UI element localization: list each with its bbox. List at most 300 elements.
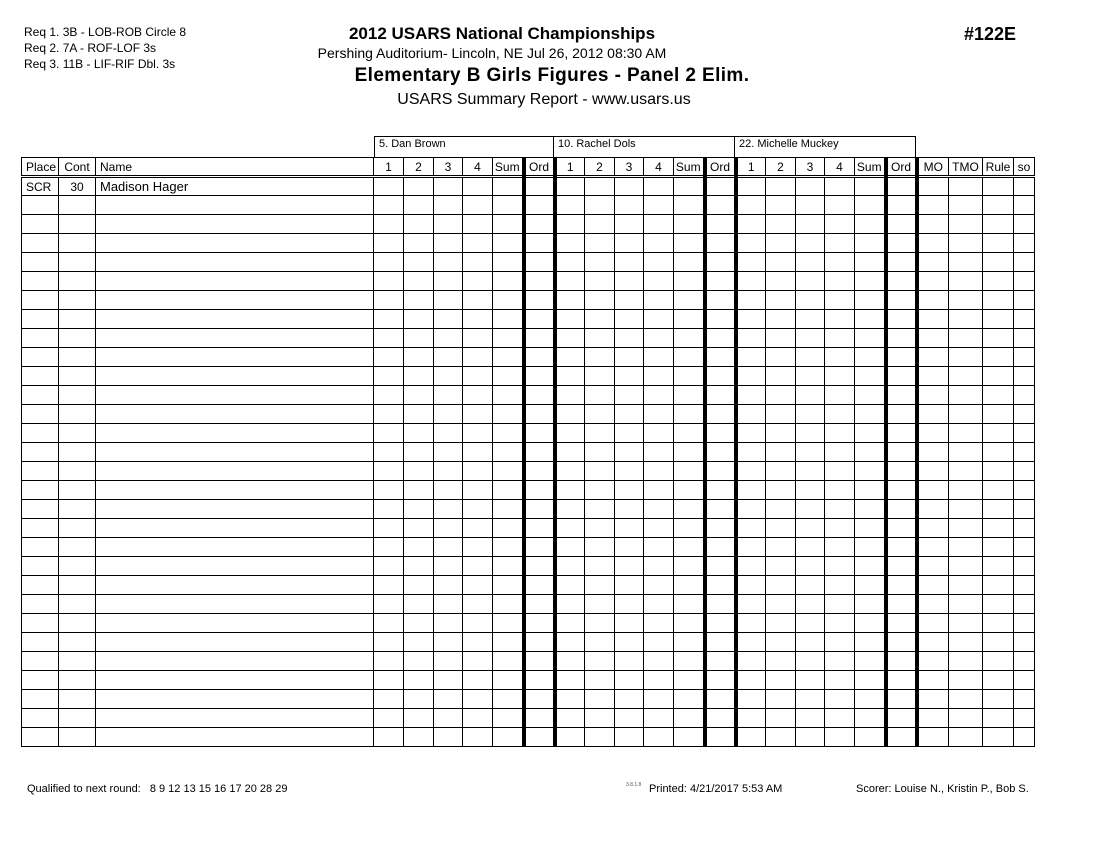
ord-cell [524,500,555,519]
sum-cell [674,386,705,405]
ord-cell [524,576,555,595]
score-cell [615,310,644,329]
score-cell [766,367,796,386]
so-cell [1014,348,1035,367]
score-cell [615,500,644,519]
sum-cell [674,291,705,310]
sum-cell [674,196,705,215]
ord-cell [886,196,917,215]
so-cell [1014,538,1035,557]
tmo-cell [949,500,983,519]
ord-cell [886,633,917,652]
score-cell [615,519,644,538]
score-cell [585,329,615,348]
ord-cell [524,291,555,310]
score-cell [796,652,825,671]
sum-cell [493,652,524,671]
sum-cell [493,272,524,291]
score-cell [766,177,796,196]
score-cell [585,614,615,633]
cont-cell [59,538,96,557]
score-cell [736,481,766,500]
mo-cell [917,690,949,709]
sum-cell [855,519,886,538]
score-cell [555,690,585,709]
sum-cell [493,196,524,215]
score-cell [644,196,674,215]
rule-cell [983,177,1014,196]
ord-cell [524,652,555,671]
score-cell [555,367,585,386]
place-cell [22,462,59,481]
score-cell [463,367,493,386]
place-cell [22,272,59,291]
score-cell [585,291,615,310]
cont-cell [59,348,96,367]
name-cell [96,614,374,633]
place-cell [22,519,59,538]
score-cell [766,462,796,481]
sum-cell [855,728,886,747]
score-cell [374,633,404,652]
score-cell [796,348,825,367]
sum-cell [674,424,705,443]
cont-cell [59,310,96,329]
score-cell [615,709,644,728]
tmo-cell [949,177,983,196]
tmo-cell [949,709,983,728]
tmo-cell [949,576,983,595]
tmo-cell [949,557,983,576]
score-cell [796,405,825,424]
score-cell [463,538,493,557]
tmo-cell [949,652,983,671]
score-cell [644,538,674,557]
score-cell [736,234,766,253]
score-cell [615,405,644,424]
sum-cell [855,500,886,519]
score-cell [585,557,615,576]
score-cell [434,253,463,272]
ord-cell [886,500,917,519]
name-cell [96,196,374,215]
score-cell [434,329,463,348]
table-row [22,272,1035,291]
score-cell [796,424,825,443]
score-cell [585,500,615,519]
requirement-3: Req 3. 11B - LIF-RIF Dbl. 3s [24,57,176,71]
mo-cell [917,709,949,728]
score-cell [463,329,493,348]
mo-cell [917,253,949,272]
score-cell [615,728,644,747]
score-cell [585,348,615,367]
score-cell [404,310,434,329]
sum-cell [674,481,705,500]
ord-cell [524,386,555,405]
score-cell [825,196,855,215]
tmo-cell [949,386,983,405]
so-cell [1014,709,1035,728]
score-cell [615,538,644,557]
score-cell [555,462,585,481]
table-row [22,595,1035,614]
header-row [22,158,1035,177]
score-cell [585,367,615,386]
score-cell [555,538,585,557]
sum-cell [493,519,524,538]
score-cell [404,709,434,728]
score-cell [434,709,463,728]
score-cell [463,462,493,481]
score-cell [404,576,434,595]
score-cell [644,177,674,196]
ord-cell [524,348,555,367]
score-cell [644,614,674,633]
score-cell [374,386,404,405]
score-cell [585,443,615,462]
score-cell [374,652,404,671]
ord-cell [705,348,736,367]
sum-cell [674,348,705,367]
rule-cell [983,253,1014,272]
tmo-cell [949,633,983,652]
ord-cell [705,424,736,443]
ord-cell [886,329,917,348]
sum-cell [855,538,886,557]
score-cell [374,671,404,690]
j2-col-ord: Ord [705,158,736,177]
score-cell [585,310,615,329]
sum-cell [855,386,886,405]
ord-cell [705,177,736,196]
name-cell: Madison Hager [96,177,374,196]
score-cell [766,424,796,443]
score-cell [585,234,615,253]
name-cell [96,709,374,728]
score-cell [374,709,404,728]
sum-cell [674,367,705,386]
so-cell [1014,367,1035,386]
score-cell [796,690,825,709]
sum-cell [674,234,705,253]
cont-cell [59,462,96,481]
score-cell [796,291,825,310]
score-cell [825,310,855,329]
score-cell [555,329,585,348]
table-row [22,500,1035,519]
rule-cell [983,614,1014,633]
sum-cell [855,348,886,367]
j1-col-ord: Ord [524,158,555,177]
score-cell [374,728,404,747]
sum-cell [674,690,705,709]
score-cell [766,348,796,367]
name-cell [96,690,374,709]
score-cell [585,576,615,595]
score-cell [585,196,615,215]
score-cell [555,177,585,196]
score-cell [374,595,404,614]
place-cell [22,728,59,747]
score-cell [404,386,434,405]
score-cell [825,614,855,633]
tmo-cell [949,272,983,291]
score-cell [463,272,493,291]
score-cell [463,576,493,595]
name-cell [96,633,374,652]
score-cell [404,215,434,234]
score-cell [644,272,674,291]
score-cell [404,462,434,481]
j1-col-2: 2 [404,158,434,177]
ord-cell [705,481,736,500]
score-cell [615,576,644,595]
cont-cell [59,481,96,500]
score-cell [644,424,674,443]
score-cell [644,310,674,329]
score-cell [796,196,825,215]
cont-cell [59,405,96,424]
rule-cell [983,709,1014,728]
sum-cell [493,386,524,405]
score-cell [644,690,674,709]
j2-col-sum: Sum [674,158,705,177]
name-cell [96,671,374,690]
score-cell [404,253,434,272]
score-cell [644,443,674,462]
table-row [22,557,1035,576]
score-cell [796,462,825,481]
score-cell [825,367,855,386]
score-cell [825,272,855,291]
score-cell [434,348,463,367]
score-cell [615,690,644,709]
table-row [22,576,1035,595]
score-cell [796,443,825,462]
score-cell [555,291,585,310]
score-cell [825,443,855,462]
score-cell [644,519,674,538]
score-cell [404,367,434,386]
table-row [22,253,1035,272]
so-cell [1014,500,1035,519]
score-cell [796,272,825,291]
score-cell [796,519,825,538]
score-cell [555,272,585,291]
tmo-cell [949,234,983,253]
rule-cell [983,500,1014,519]
j2-col-4: 4 [644,158,674,177]
score-cell [434,671,463,690]
sum-cell [855,234,886,253]
score-cell [434,538,463,557]
score-cell [766,272,796,291]
cont-cell [59,595,96,614]
qualified-list: 8 9 12 13 15 16 17 20 28 29 [149,783,288,795]
place-cell [22,671,59,690]
mo-cell [917,348,949,367]
score-cell [736,215,766,234]
score-cell [374,234,404,253]
col-rule: Rule [983,158,1014,177]
score-cell [766,215,796,234]
score-cell [585,538,615,557]
j1-col-1: 1 [374,158,404,177]
score-cell [463,291,493,310]
table-row [22,348,1035,367]
score-cell [434,386,463,405]
j1-col-4: 4 [463,158,493,177]
place-cell [22,196,59,215]
sum-cell [493,595,524,614]
rule-cell [983,196,1014,215]
name-cell [96,253,374,272]
sum-cell [674,519,705,538]
sum-cell [493,329,524,348]
score-cell [825,424,855,443]
ord-cell [524,253,555,272]
place-cell [22,424,59,443]
sum-cell [493,728,524,747]
score-cell [644,633,674,652]
score-cell [825,348,855,367]
ord-cell [524,709,555,728]
ord-cell [886,310,917,329]
score-cell [796,481,825,500]
name-cell [96,386,374,405]
score-cell [434,500,463,519]
score-cell [644,386,674,405]
sum-cell [855,424,886,443]
score-cell [404,405,434,424]
so-cell [1014,424,1035,443]
score-cell [644,234,674,253]
score-cell [555,424,585,443]
ord-cell [524,557,555,576]
score-cell [463,177,493,196]
ord-cell [705,196,736,215]
mo-cell [917,234,949,253]
mo-cell [917,424,949,443]
ord-cell [524,310,555,329]
sum-cell [493,234,524,253]
table-row [22,538,1035,557]
table-row [22,424,1035,443]
score-cell [404,614,434,633]
score-cell [736,595,766,614]
score-cell [736,291,766,310]
cont-cell [59,291,96,310]
score-cell [615,329,644,348]
sum-cell [493,576,524,595]
rule-cell [983,671,1014,690]
ord-cell [524,595,555,614]
score-cell [374,443,404,462]
name-cell [96,538,374,557]
score-cell [644,291,674,310]
place-cell [22,215,59,234]
table-row [22,519,1035,538]
score-cell [463,405,493,424]
score-cell [644,652,674,671]
ord-cell [705,367,736,386]
sum-cell [855,595,886,614]
mo-cell [917,500,949,519]
tmo-cell [949,253,983,272]
score-cell [796,614,825,633]
table-row [22,405,1035,424]
cont-cell [59,690,96,709]
score-cell [404,272,434,291]
score-cell [766,196,796,215]
mo-cell [917,291,949,310]
table-row [22,443,1035,462]
score-cell [555,405,585,424]
score-cell [434,557,463,576]
so-cell [1014,481,1035,500]
name-cell [96,234,374,253]
score-cell [374,272,404,291]
rule-cell [983,633,1014,652]
score-cell [463,196,493,215]
score-cell [555,500,585,519]
sum-cell [674,272,705,291]
so-cell [1014,462,1035,481]
ord-cell [524,405,555,424]
col-name: Name [96,158,374,177]
table-row [22,690,1035,709]
score-cell [555,728,585,747]
cont-cell [59,272,96,291]
score-cell [644,215,674,234]
score-cell [404,348,434,367]
event-title: Elementary B Girls Figures - Panel 2 Elim. [354,65,750,86]
sum-cell [674,405,705,424]
j3-col-2: 2 [766,158,796,177]
score-cell [555,633,585,652]
ord-cell [524,538,555,557]
sum-cell [855,443,886,462]
score-cell [404,595,434,614]
j1-col-sum: Sum [493,158,524,177]
sum-cell [674,595,705,614]
score-cell [434,291,463,310]
sum-cell [855,690,886,709]
judge-header-3: 22. Michelle Muckey [734,136,916,157]
score-cell [766,519,796,538]
name-cell [96,405,374,424]
so-cell [1014,196,1035,215]
score-cell [404,671,434,690]
tmo-cell [949,462,983,481]
score-cell [796,253,825,272]
score-cell [463,310,493,329]
tmo-cell [949,538,983,557]
score-cell [463,386,493,405]
score-cell [374,614,404,633]
score-cell [736,462,766,481]
event-number: #122E [964,24,1017,44]
score-cell [736,728,766,747]
so-cell [1014,253,1035,272]
score-cell [736,443,766,462]
col-cont: Cont [59,158,96,177]
score-cell [766,728,796,747]
score-cell [736,424,766,443]
place-cell [22,234,59,253]
mo-cell [917,557,949,576]
